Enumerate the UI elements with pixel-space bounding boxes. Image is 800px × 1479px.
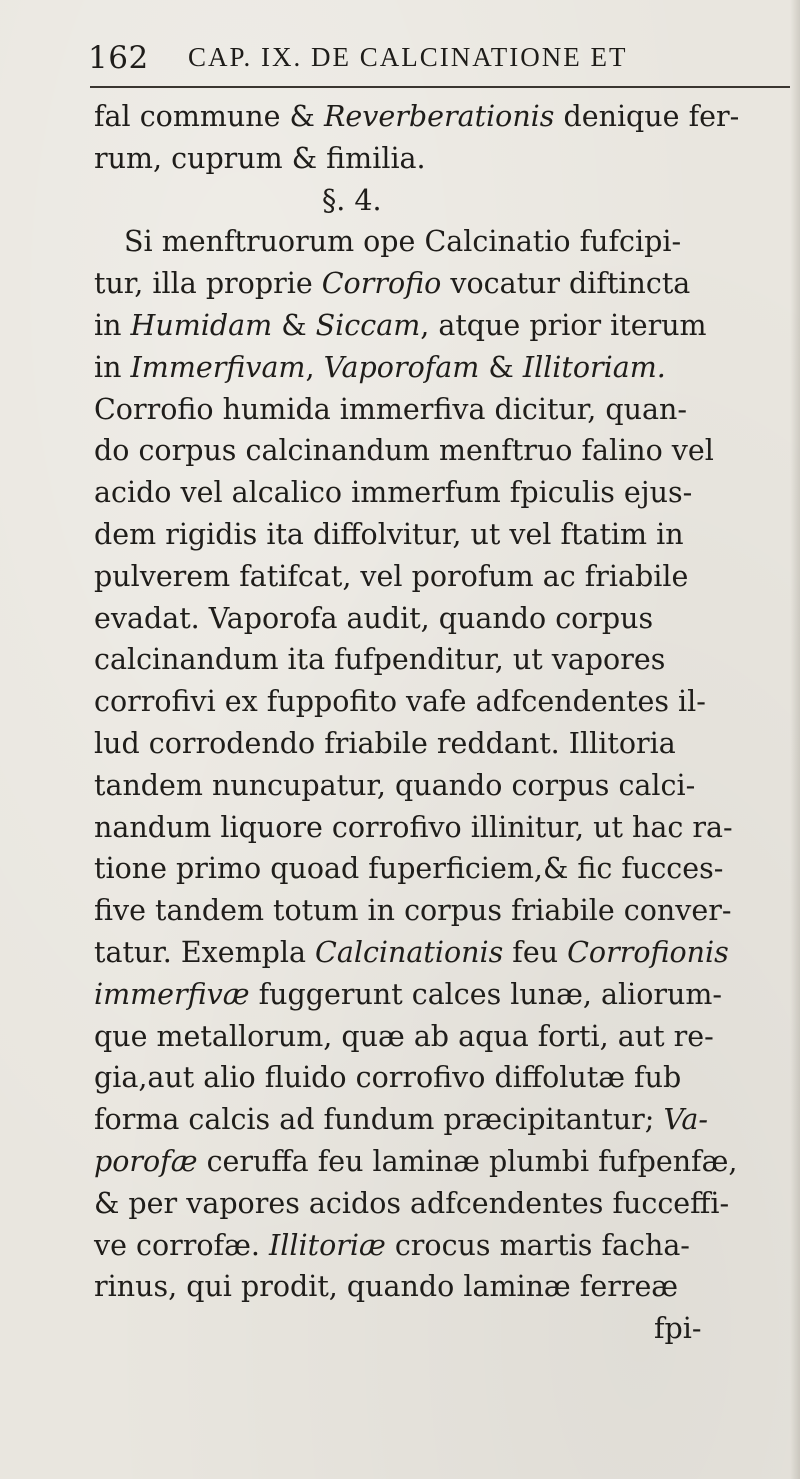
text-run: acido vel alcalico immerfum fpiculis ejus- [94,476,693,510]
text-line [94,1099,794,1141]
text-run: tatur. Exempla [94,935,316,969]
page-number: 162 [88,40,149,76]
text-line [94,890,794,932]
italic-run: immerfivæ [94,977,250,1011]
text-run: corrofivi ex fuppofito vafe adfcendentes il- [94,685,706,719]
text-run: calcinandum ita fufpenditur, ut vapores [94,643,666,677]
text-line [94,1016,794,1058]
text-line [94,430,794,472]
italic-run: Vaporofam [323,350,480,384]
text-line [94,138,794,180]
text-line [94,639,794,681]
italic-run: Siccam [315,308,421,342]
text-run: fuggerunt calces lunæ, aliorum- [249,977,723,1011]
text-run: feu [503,935,568,969]
text-run: in [94,308,131,342]
text-run: Corrofio humida immerfiva dicitur, quan- [94,392,687,426]
text-run: tur, illa proprie [94,267,322,301]
text-run: gia,aut alio fluido corrofivo diffolutæ fub [94,1061,682,1095]
text-run: , [305,350,324,384]
text-run: denique fer- [554,100,740,133]
text-line [94,1183,794,1225]
italic-run: Calcinationis [315,935,504,969]
text-run: lud corrodendo friabile reddant. Illitoria [94,726,676,760]
text-line [94,347,794,389]
text-line [94,472,794,514]
text-run: in [94,350,131,384]
text-line [94,598,794,640]
text-run: five tandem totum in corpus friabile conver- [94,894,732,928]
text-run: tandem nuncupatur, quando corpus calci- [94,768,696,802]
text-run: fal commune & [94,100,324,133]
italic-run: Va- [663,1103,709,1137]
text-line [94,514,794,556]
text-line [94,389,794,431]
text-line [94,723,794,765]
text-line [94,681,794,723]
italic-run: Illitoriæ [269,1228,386,1262]
text-line [94,221,794,263]
text-run: nandum liquore corrofivo illinitur, ut hac ra- [94,810,733,844]
text-run: evadat. Vaporofa audit, quando corpus [94,601,654,635]
text-run: do corpus calcinandum menftruo falino vel [94,434,714,468]
section-heading [94,180,794,222]
text-run: crocus martis facha- [385,1228,690,1262]
text-run: Si menftruorum ope Calcinatio fufcipi- [124,225,682,259]
text-line [94,263,794,305]
chapter-title: CAP. IX. DE CALCINATIONE ET [188,42,628,72]
text-run: ceruffa feu laminæ plumbi fufpenfæ, [197,1144,738,1178]
text-line [94,1057,794,1099]
italic-run: Reverberationis [323,100,555,133]
text-line [94,96,794,138]
italic-run: Corrofionis [567,935,729,969]
text-line [94,1266,794,1308]
text-run: fpi- [654,1312,702,1346]
text-run: & [479,350,523,384]
text-line [94,305,794,347]
text-line [94,1225,794,1267]
text-line [94,765,794,807]
text-run: §. 4. [322,183,382,217]
text-line [94,848,794,890]
header-rule [90,86,790,88]
running-head [88,36,724,86]
catchword [94,1308,794,1350]
body-text [94,96,794,1350]
text-run: , atque prior iterum [420,308,707,342]
text-run: & per vapores acidos adfcendentes fucceffi- [94,1186,730,1220]
text-run: rum, cuprum & fimilia. [94,141,426,175]
text-run: dem rigidis ita diffolvitur, ut vel ftatim in [94,517,684,551]
text-run: rinus, qui prodit, quando laminæ ferreæ [94,1270,679,1304]
text-line [94,1141,794,1183]
text-run: ve corrofæ. [94,1228,270,1262]
text-line [94,556,794,598]
text-line [94,807,794,849]
text-run: que metallorum, quæ ab aqua forti, aut re- [94,1019,714,1053]
italic-run: porofæ [94,1144,198,1178]
text-run: tione primo quoad fuperficiem,& fic fucces- [94,852,724,886]
italic-run: Illitoriam. [522,350,666,384]
italic-run: Corrofio [321,267,442,301]
italic-run: Immerfivam [130,350,306,384]
text-line [94,932,794,974]
italic-run: Humidam [130,308,273,342]
text-run: & [272,308,316,342]
text-line [94,974,794,1016]
text-run: vocatur diftincta [441,267,691,301]
text-run: pulverem fatifcat, vel porofum ac friabile [94,559,689,593]
text-run: forma calcis ad fundum præcipitantur; [94,1103,664,1137]
